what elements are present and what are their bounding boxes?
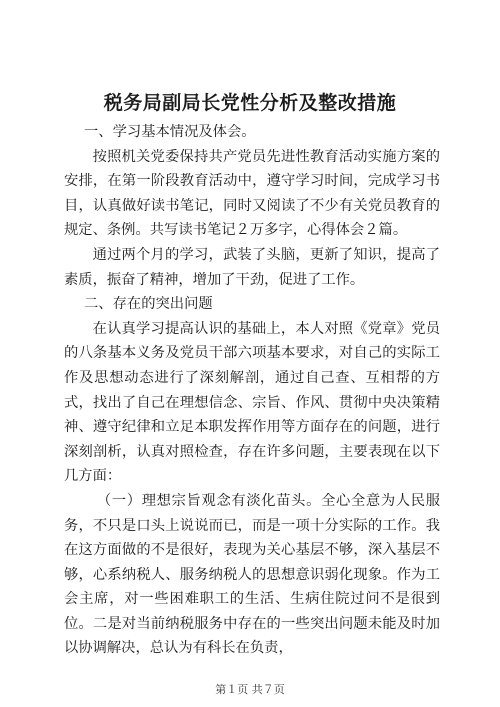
paragraph-study-plan: 按照机关党委保持共产党员先进性教育活动实施方案的安排，在第一阶段教育活动中，遵守学习时间，完成学习书目，认真做好读书笔记，同时又阅读了不少有关党员教育的规定、条例。共写读书笔记２万多字，心得体会２篇。 xyxy=(64,148,440,239)
paragraph-self-review: 在认真学习提高认识的基础上，本人对照《党章》党员的八条基本义务及党员干部六项基本要求，对自己的实际工作及思想动态进行了深刻解剖，通过自己查、互相帮的方式，找出了自己在理想信念、宗旨、作风、贯彻中央决策精神、遵守纪律和立足本职发挥作用等方面存在的问题，进行深刻剖析，认真对照检查，存在许多问题，主要表现在以下几方面： xyxy=(64,320,440,485)
paragraph-study-results: 通过两个月的学习，武装了头脑，更新了知识，提高了素质，振奋了精神，增加了干劲，促进了工作。 xyxy=(64,246,440,288)
document-title: 税务局副局长党性分析及整改措施 xyxy=(103,92,397,114)
paragraph-issue-1: （一）理想宗旨观念有淡化苗头。全心全意为人民服务，不只是口头上说说而已，而是一项十分实际的工作。我在这方面做的不是很好，表现为关心基层不够，深入基层不够，心系纳税人、服务纳税人的思想意识弱化现象。作为工会主席，对一些困难职工的生活、生病住院过问不是很到位。二是对当前纳税服务中存在的一些突出问题未能及时加以协调解决，总认为有科长在负责， xyxy=(64,492,440,657)
document-body xyxy=(64,120,440,661)
section-heading-2: 二、存在的突出问题 xyxy=(84,296,213,313)
page-number: 第１页 共７页 xyxy=(215,683,285,696)
section-heading-1: 一、学习基本情况及体会。 xyxy=(84,124,256,140)
